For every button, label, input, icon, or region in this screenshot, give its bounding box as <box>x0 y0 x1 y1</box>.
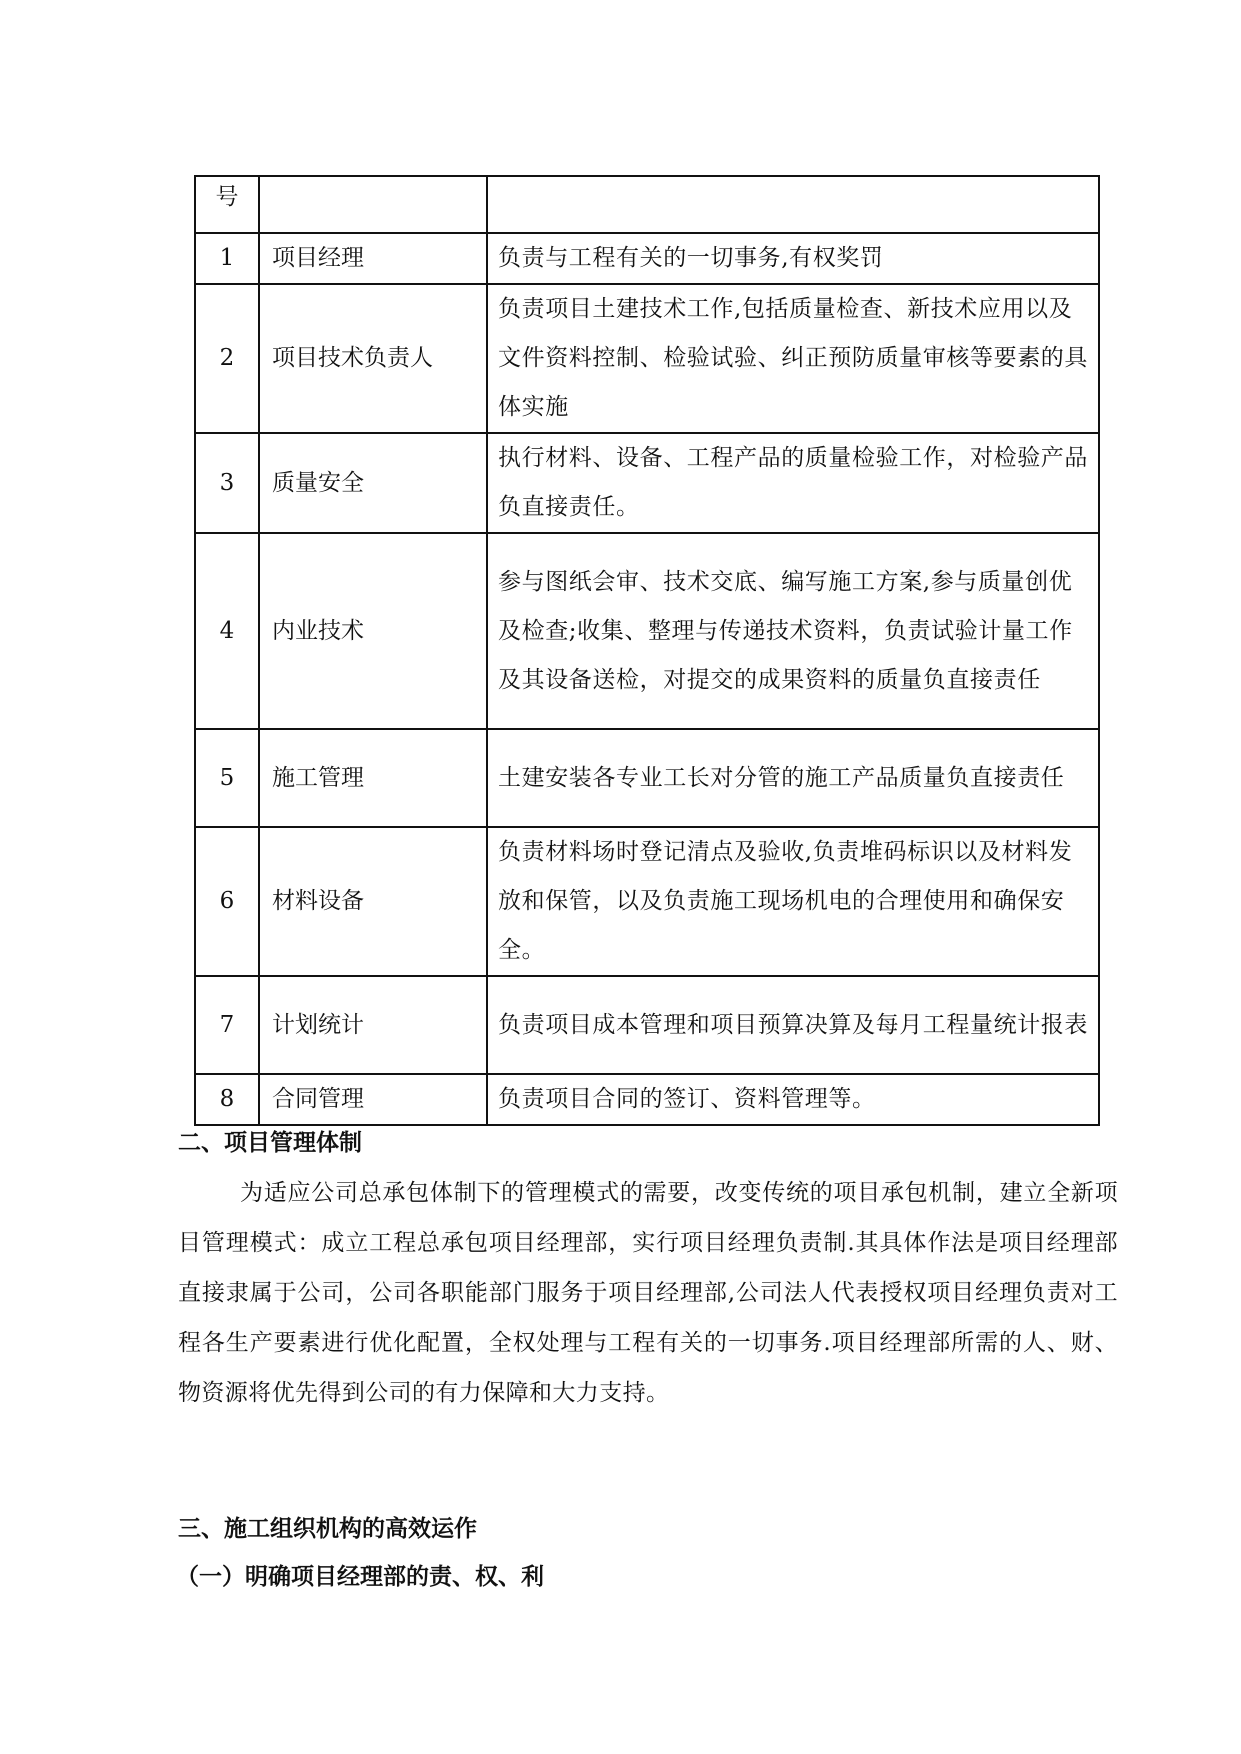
management-system-paragraph: 为适应公司总承包体制下的管理模式的需要，改变传统的项目承包机制，建立全新项目管理模式：成立工程总承包项目经理部，实行项目经理负责制.其具体作法是项目经理部直接隶属于公司，公司各职能部门服务于项目经理部,公司法人代表授权项目经理负责对工程各生产要素进行优化配置，全权处理与工程有关的一切事务.项目经理部所需的人、财、物资源将优先得到公司的有力保障和大力支持。 <box>178 1180 1118 1406</box>
section-heading-management-system: 二、项目管理体制 <box>178 1130 362 1156</box>
row-role-cell: 计划统计 <box>259 976 487 1074</box>
row-number-cell: 3 <box>195 433 259 533</box>
row-duty-cell: 负责项目土建技术工作,包括质量检查、新技术应用以及文件资料控制、检验试验、纠正预防质量审核等要素的具体实施 <box>487 284 1099 433</box>
table-row <box>195 827 1099 976</box>
section-heading-organization-operation: 三、施工组织机构的高效运作 <box>178 1516 477 1542</box>
header-number-cell: 号 <box>195 176 259 233</box>
row-duty-cell: 执行材料、设备、工程产品的质量检验工作，对检验产品负直接责任。 <box>487 433 1099 533</box>
table-row <box>195 433 1099 533</box>
row-role-cell: 内业技术 <box>259 533 487 729</box>
row-role-cell: 施工管理 <box>259 729 487 827</box>
row-duty-cell: 负责项目合同的签订、资料管理等。 <box>487 1074 1099 1125</box>
header-role-cell <box>259 176 487 233</box>
row-role-cell: 项目技术负责人 <box>259 284 487 433</box>
row-number-cell: 7 <box>195 976 259 1074</box>
table-row <box>195 729 1099 827</box>
row-role-cell: 材料设备 <box>259 827 487 976</box>
row-role-cell: 项目经理 <box>259 233 487 284</box>
row-duty-cell: 负责与工程有关的一切事务,有权奖罚 <box>487 233 1099 284</box>
table-row <box>195 284 1099 433</box>
row-number-cell: 4 <box>195 533 259 729</box>
row-duty-cell: 参与图纸会审、技术交底、编写施工方案,参与质量创优及检查;收集、整理与传递技术资料，负责试验计量工作及其设备送检，对提交的成果资料的质量负直接责任 <box>487 533 1099 729</box>
row-role-cell: 合同管理 <box>259 1074 487 1125</box>
row-duty-cell: 负责材料场时登记清点及验收,负责堆码标识以及材料发放和保管，以及负责施工现场机电的合理使用和确保安全。 <box>487 827 1099 976</box>
table-row <box>195 976 1099 1074</box>
table-row <box>195 1074 1099 1125</box>
row-number-cell: 2 <box>195 284 259 433</box>
row-number-cell: 5 <box>195 729 259 827</box>
header-duty-cell <box>487 176 1099 233</box>
row-duty-cell: 土建安装各专业工长对分管的施工产品质量负直接责任 <box>487 729 1099 827</box>
row-number-cell: 6 <box>195 827 259 976</box>
subsection-heading-responsibilities: （一）明确项目经理部的责、权、利 <box>176 1564 544 1590</box>
table-row <box>195 533 1099 729</box>
row-number-cell: 1 <box>195 233 259 284</box>
table-header-row <box>195 176 1099 233</box>
row-duty-cell: 负责项目成本管理和项目预算决算及每月工程量统计报表 <box>487 976 1099 1074</box>
row-number-cell: 8 <box>195 1074 259 1125</box>
responsibility-table <box>194 175 1100 1126</box>
row-role-cell: 质量安全 <box>259 433 487 533</box>
table-row <box>195 233 1099 284</box>
